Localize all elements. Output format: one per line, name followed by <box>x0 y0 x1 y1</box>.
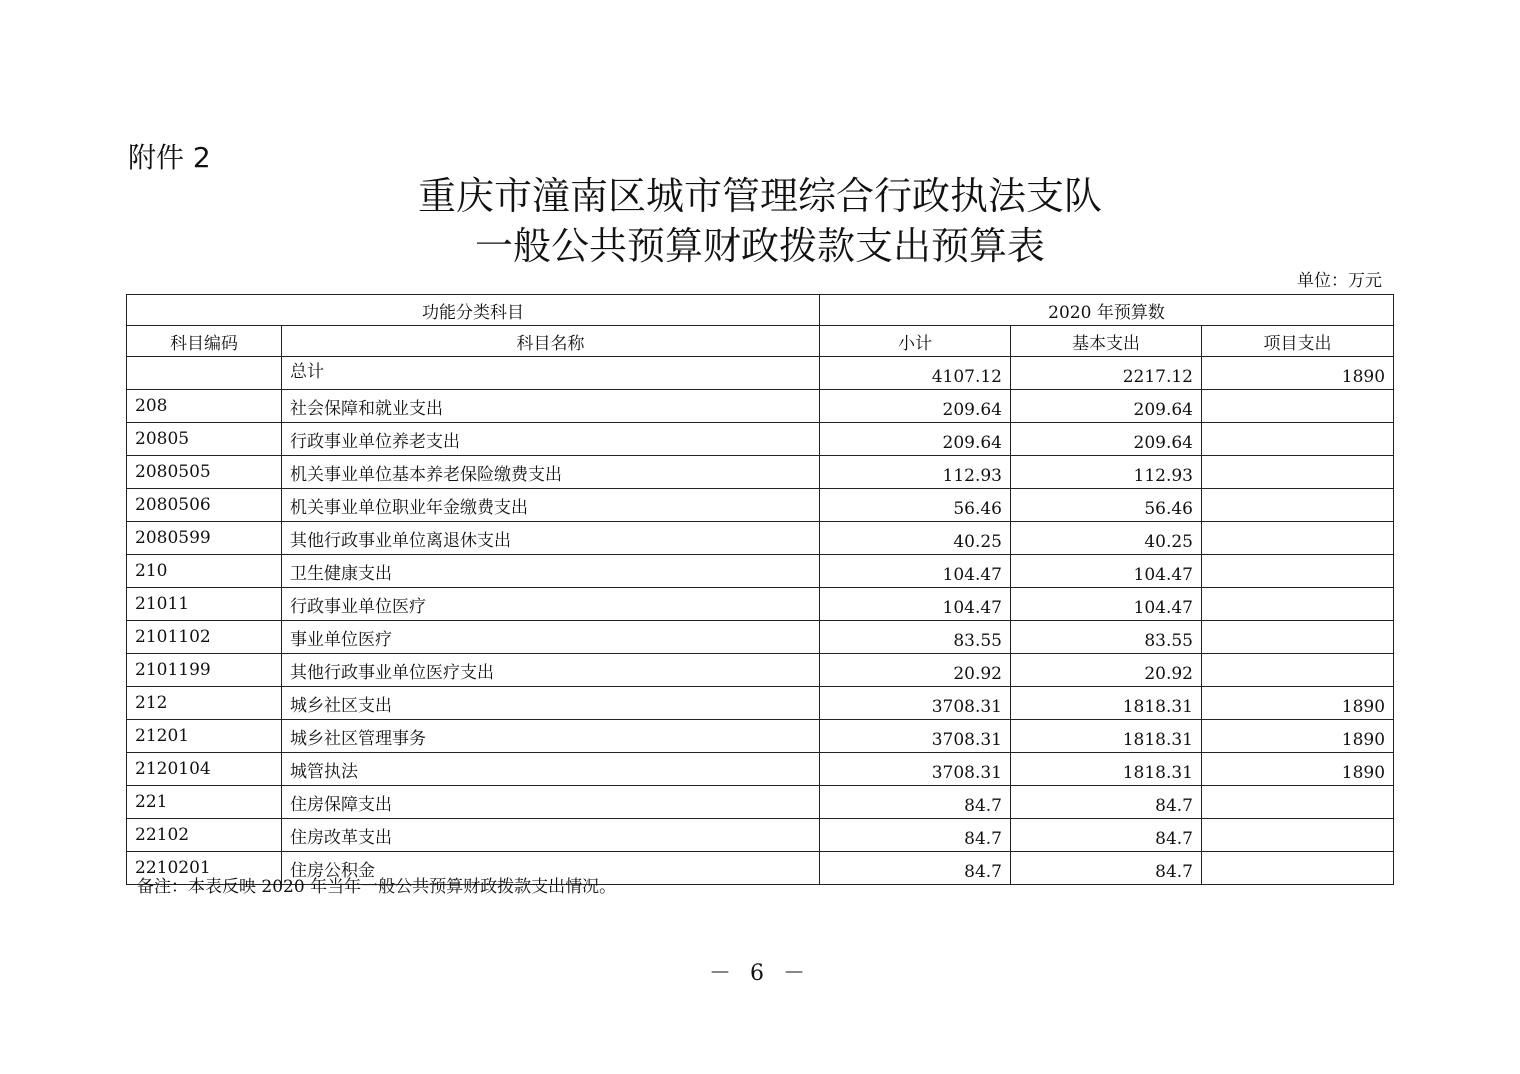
cell-basic: 104.47 <box>1011 588 1202 621</box>
cell-code: 2080599 <box>127 522 282 555</box>
table-row <box>127 588 1394 621</box>
cell-code: 210 <box>127 555 282 588</box>
cell-name: 卫生健康支出 <box>282 555 820 588</box>
cell-basic: 84.7 <box>1011 819 1202 852</box>
cell-name: 事业单位医疗 <box>282 621 820 654</box>
table-row <box>127 654 1394 687</box>
cell-subtotal: 83.55 <box>820 621 1011 654</box>
cell-code: 212 <box>127 687 282 720</box>
column-header-row <box>127 326 1394 357</box>
cell-subtotal: 112.93 <box>820 456 1011 489</box>
cell-name: 城乡社区管理事务 <box>282 720 820 753</box>
cell-basic: 209.64 <box>1011 390 1202 423</box>
cell-project: 1890 <box>1202 720 1394 753</box>
cell-basic: 2217.12 <box>1011 357 1202 390</box>
cell-subtotal: 84.7 <box>820 852 1011 885</box>
table-row <box>127 819 1394 852</box>
table-row <box>127 786 1394 819</box>
cell-basic: 104.47 <box>1011 555 1202 588</box>
cell-name: 社会保障和就业支出 <box>282 390 820 423</box>
cell-basic: 83.55 <box>1011 621 1202 654</box>
cell-code: 2101102 <box>127 621 282 654</box>
cell-code: 2080506 <box>127 489 282 522</box>
cell-code <box>127 357 282 390</box>
document-subtitle: 一般公共预算财政拨款支出预算表 <box>474 224 1045 268</box>
attachment-label: 附件 2 <box>128 141 211 174</box>
cell-name: 城管执法 <box>282 753 820 786</box>
cell-basic: 1818.31 <box>1011 720 1202 753</box>
cell-name: 机关事业单位职业年金缴费支出 <box>282 489 820 522</box>
table-row <box>127 720 1394 753</box>
cell-subtotal: 40.25 <box>820 522 1011 555</box>
cell-name: 城乡社区支出 <box>282 687 820 720</box>
unit-label: 单位：万元 <box>1297 271 1382 291</box>
table-row <box>127 753 1394 786</box>
cell-subtotal: 3708.31 <box>820 687 1011 720</box>
cell-project <box>1202 819 1394 852</box>
table-row <box>127 687 1394 720</box>
cell-code: 2080505 <box>127 456 282 489</box>
cell-code: 2101199 <box>127 654 282 687</box>
group-header-row <box>127 295 1394 326</box>
cell-name: 行政事业单位医疗 <box>282 588 820 621</box>
cell-subtotal: 4107.12 <box>820 357 1011 390</box>
cell-basic: 112.93 <box>1011 456 1202 489</box>
cell-project <box>1202 786 1394 819</box>
cell-code: 2210201 <box>127 852 282 885</box>
table-row <box>127 489 1394 522</box>
table-row <box>127 390 1394 423</box>
column-header-name: 科目名称 <box>282 326 820 357</box>
cell-code: 221 <box>127 786 282 819</box>
table-row <box>127 522 1394 555</box>
cell-project <box>1202 423 1394 456</box>
cell-subtotal: 104.47 <box>820 555 1011 588</box>
cell-project: 1890 <box>1202 357 1394 390</box>
cell-basic: 40.25 <box>1011 522 1202 555</box>
cell-project <box>1202 621 1394 654</box>
cell-project <box>1202 588 1394 621</box>
cell-code: 21011 <box>127 588 282 621</box>
cell-subtotal: 84.7 <box>820 819 1011 852</box>
cell-code: 22102 <box>127 819 282 852</box>
group-header-function-category: 功能分类科目 <box>127 295 820 326</box>
cell-subtotal: 209.64 <box>820 423 1011 456</box>
group-header-budget-2020: 2020 年预算数 <box>820 295 1394 326</box>
column-header-project: 项目支出 <box>1202 326 1394 357</box>
cell-name: 住房保障支出 <box>282 786 820 819</box>
cell-project <box>1202 555 1394 588</box>
cell-basic: 1818.31 <box>1011 753 1202 786</box>
cell-subtotal: 84.7 <box>820 786 1011 819</box>
cell-subtotal: 3708.31 <box>820 720 1011 753</box>
cell-code: 21201 <box>127 720 282 753</box>
column-header-basic: 基本支出 <box>1011 326 1202 357</box>
table-body <box>127 357 1394 885</box>
cell-project <box>1202 654 1394 687</box>
cell-subtotal: 3708.31 <box>820 753 1011 786</box>
table-row <box>127 456 1394 489</box>
document-title: 重庆市潼南区城市管理综合行政执法支队 <box>417 174 1102 218</box>
cell-code: 20805 <box>127 423 282 456</box>
total-row <box>127 357 1394 390</box>
cell-subtotal: 20.92 <box>820 654 1011 687</box>
cell-subtotal: 209.64 <box>820 390 1011 423</box>
column-header-code: 科目编码 <box>127 326 282 357</box>
cell-code: 208 <box>127 390 282 423</box>
table-row <box>127 621 1394 654</box>
cell-basic: 1818.31 <box>1011 687 1202 720</box>
cell-code: 2120104 <box>127 753 282 786</box>
cell-name: 其他行政事业单位离退休支出 <box>282 522 820 555</box>
cell-project <box>1202 522 1394 555</box>
table-row <box>127 555 1394 588</box>
cell-project <box>1202 852 1394 885</box>
cell-name: 其他行政事业单位医疗支出 <box>282 654 820 687</box>
cell-subtotal: 56.46 <box>820 489 1011 522</box>
cell-basic: 84.7 <box>1011 786 1202 819</box>
cell-name: 总计 <box>282 357 820 390</box>
cell-project <box>1202 456 1394 489</box>
footnote: 备注：本表反映 2020 年当年一般公共预算财政拨款支出情况。 <box>137 877 617 897</box>
page-number: － 6 － <box>709 961 811 986</box>
cell-name: 住房公积金 <box>282 852 820 885</box>
budget-table <box>126 294 1394 885</box>
cell-project: 1890 <box>1202 753 1394 786</box>
cell-project: 1890 <box>1202 687 1394 720</box>
table-row <box>127 423 1394 456</box>
column-header-subtotal: 小计 <box>820 326 1011 357</box>
cell-basic: 20.92 <box>1011 654 1202 687</box>
cell-project <box>1202 489 1394 522</box>
cell-basic: 209.64 <box>1011 423 1202 456</box>
cell-name: 行政事业单位养老支出 <box>282 423 820 456</box>
cell-name: 机关事业单位基本养老保险缴费支出 <box>282 456 820 489</box>
cell-project <box>1202 390 1394 423</box>
cell-subtotal: 104.47 <box>820 588 1011 621</box>
cell-name: 住房改革支出 <box>282 819 820 852</box>
cell-basic: 56.46 <box>1011 489 1202 522</box>
cell-basic: 84.7 <box>1011 852 1202 885</box>
